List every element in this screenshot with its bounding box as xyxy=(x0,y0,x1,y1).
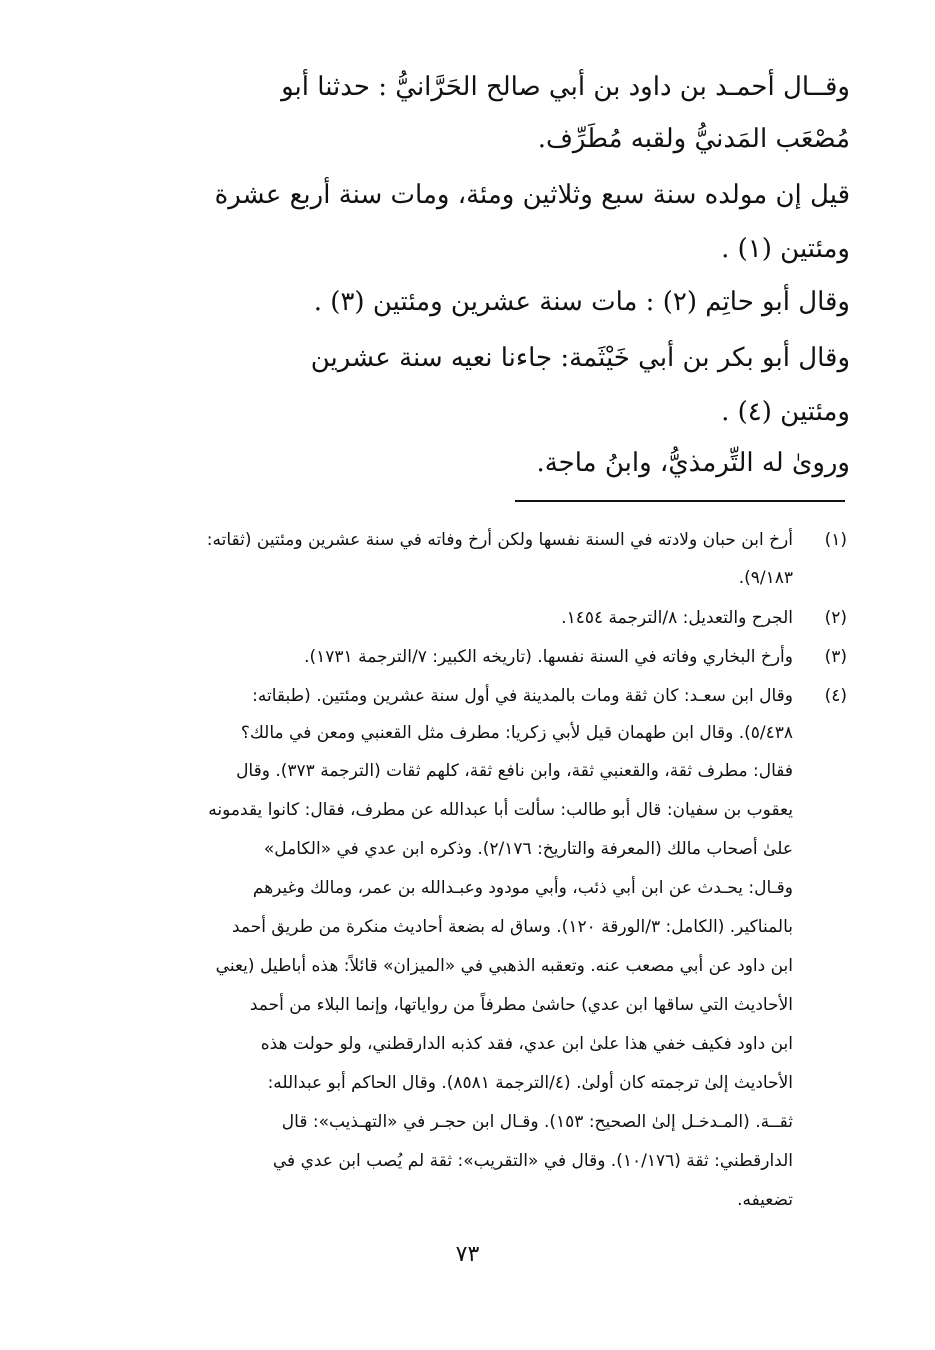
main-line-1: وقــال أحمـد بن داود بن أبي صالح الحَرَّانيُّ : حدثنا أبو xyxy=(281,72,850,102)
footnote-line: تضعيفه. xyxy=(737,1190,793,1210)
main-line-4: ومئتين (١) . xyxy=(721,234,850,264)
footnote-line: ابن داود فكيف خفي هذا علىٰ ابن عدي، فقد كذبه الدارقطني، ولو حولت هذه xyxy=(260,1034,793,1054)
footnote-line: الدارقطني: ثقة (١٠/١٧٦). وقال في «التقريب»: ثقة لم يُصب ابن عدي في xyxy=(272,1151,793,1171)
footnote-number-2: (٢) xyxy=(824,608,847,628)
footnote-line: وأرخ البخاري وفاته في السنة نفسها. (تاريخه الكبير: ٧/الترجمة ١٧٣١). xyxy=(304,647,793,667)
main-line-6: وقال أبو بكر بن أبي خَيْثَمة: جاءنا نعيه سنة عشرين xyxy=(310,343,850,373)
footnote-line: ٥/٤٣٨). وقال ابن طهمان قيل لأبي زكريا: مطرف مثل القعنبي ومعن في مالك؟ xyxy=(240,723,793,743)
main-line-2: مُصْعَب المَدنيُّ ولقبه مُطَرِّف. xyxy=(537,124,850,154)
footnote-line: ابن داود عن أبي مصعب عنه. وتعقبه الذهبي في «الميزان» قائلاً: هذه أباطيل (يعني xyxy=(215,956,793,976)
footnote-line: ثقــة. (المـدخـل إلىٰ الصحيح: ١٥٣). وقـال ابن حجـر في «التهـذيب»: قال xyxy=(281,1112,793,1132)
main-line-5: وقال أبو حاتِم (٢) : مات سنة عشرين ومئتين (٣) . xyxy=(313,287,850,317)
page-number: ٧٣ xyxy=(455,1242,480,1267)
main-line-7: ومئتين (٤) . xyxy=(721,397,850,427)
footnote-line: فقال: مطرف ثقة، والقعنبي ثقة، وابن نافع ثقة، كلهم ثقات (الترجمة ٣٧٣). وقال xyxy=(236,761,793,781)
footnote-line: أرخ ابن حبان ولادته في السنة نفسها ولكن أرخ وفاته في سنة عشرين ومئتين (ثقاته: xyxy=(206,530,793,550)
footnote-line: يعقوب بن سفيان: قال أبو طالب: سألت أبا عبدالله عن مطرف، فقال: كانوا يقدمونه xyxy=(208,800,793,820)
main-line-8: وروىٰ له التِّرمذيُّ، وابنُ ماجة. xyxy=(536,448,850,478)
footnote-line: وقـال: يحـدث عن ابن أبي ذئب، وأبي مودود وعبـدالله بن عمر، ومالك وغيرهم xyxy=(252,878,793,898)
main-line-3: قيل إن مولده سنة سبع وثلاثين ومئة، ومات سنة أربع عشرة xyxy=(214,180,850,210)
footnote-line: الأحاديث إلىٰ ترجمته كان أولىٰ. (٤/الترجمة ٨٥٨١). وقال الحاكم أبو عبدالله: xyxy=(267,1073,793,1093)
footnote-line: وقال ابن سعـد: كان ثقة ومات بالمدينة في أول سنة عشرين ومئتين. (طبقاته: xyxy=(252,686,793,706)
footnote-line: ٩/١٨٣). xyxy=(738,568,793,588)
footnote-number-3: (٣) xyxy=(824,647,847,667)
footnote-number-4: (٤) xyxy=(824,686,847,706)
footnote-line: علىٰ أصحاب مالك (المعرفة والتاريخ: ٢/١٧٦). وذكره ابن عدي في «الكامل» xyxy=(263,839,793,859)
footnote-line: بالمناكير. (الكامل: ٣/الورقة ١٢٠). وساق له بضعة أحاديث منكرة من طريق أحمد xyxy=(231,917,793,937)
footnote-number-1: (١) xyxy=(824,530,847,550)
footnote-line: الأحاديث التي ساقها ابن عدي) حاشىٰ مطرفاً من رواياتها، وإنما البلاء من أحمد xyxy=(249,995,793,1015)
footnote-line: الجرح والتعديل: ٨/الترجمة ١٤٥٤. xyxy=(561,608,793,628)
